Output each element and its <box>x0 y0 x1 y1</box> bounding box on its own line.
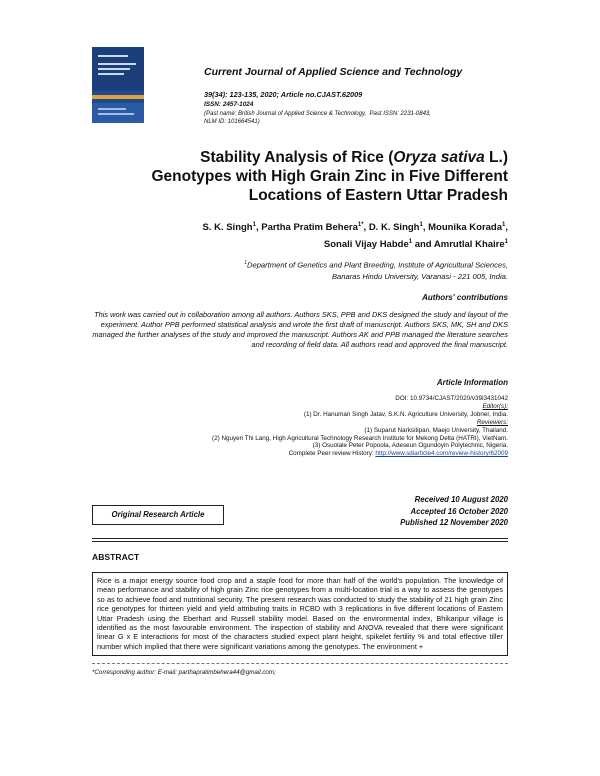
divider <box>92 538 508 539</box>
peer-review-history-link[interactable]: http://www.sdiarticle4.com/review-history/62009 <box>375 450 508 458</box>
author-list <box>108 218 508 252</box>
article-title <box>128 148 508 205</box>
title-line-1: Stability Analysis of Rice (Oryza sativa L.) <box>200 149 508 166</box>
peer-review-history: Complete Peer review History: http://www.sdiarticle4.com/review-history/62009 <box>288 450 508 458</box>
past-name-line: (Past name: British Journal of Applied Science & Technology, Past ISSN: 2231-0843, <box>204 111 431 117</box>
accepted-date: Accepted 16 October 2020 <box>410 506 508 516</box>
article-info <box>128 395 508 458</box>
affiliation: $^1$Department of Genetics and Plant Breeding, Institute of Agricultural Sciences, Banaras Hindu University, Varanasi - 221 005, India. <box>244 260 508 281</box>
cover-text-line <box>98 63 136 65</box>
title-line-2: Genotypes with High Grain Zinc in Five Different <box>151 168 508 185</box>
abstract-body: Rice is a major energy source food crop and a staple food for more than half of the world's population. The knowledge of mean performance and stability of high grain Zinc rice genotypes from a multi-location trial is a way to assess the genotypes so as to achieve food and nutritional security. The present research was conducted to study the stability of 21 high grain Zinc rice genotypes for thirteen yield and yield attributing traits in RCBD with 3 replications in five different locations of Eastern Uttar Pradesh using the Eberhart and Russell stability model. Based on the environmental index, Bhikaripur village is identified as the most favourable environment. The inspection of stability and ANOVA revealed that there were significant linear G x E interactions for most of the characters studied expect plant height, spikelet fertility % and total effective tiller number which implied that there were significant variations among the genotypes. The environment + <box>92 572 508 656</box>
reviewer-entry: (3) Osuolale Peter Popoola, Adeseun Ogundoyin Polytechnic, Nigeria. <box>312 442 508 450</box>
article-dates <box>400 494 508 529</box>
journal-name: Current Journal of Applied Science and Technology <box>204 66 463 78</box>
divider <box>92 541 508 542</box>
author-name: Mounika Korada <box>428 222 503 234</box>
author-name: D. K. Singh <box>368 222 420 234</box>
corresponding-author-footnote: *Corresponding author: E-mail: parthapratimbehera44@gmail.com; <box>92 669 276 676</box>
reviewers-label: Reviewers: <box>476 418 508 426</box>
title-line-3: Locations of Eastern Uttar Pradesh <box>248 187 508 204</box>
reviewer-entry: (2) Nguyen Thi Lang, High Agricultural Technology Research Institute for Mekong Delta (HATRI), VietNam. <box>212 434 508 442</box>
cover-footer-area <box>92 103 144 123</box>
published-date: Published 12 November 2020 <box>400 518 508 527</box>
reviewer-entry: (1) Suparut Narksitipan, Maejo University, Thailand. <box>364 426 508 434</box>
species-name: Oryza sativa <box>393 149 485 166</box>
doi: DOI: 10.9734/CJAST/2020/v39i3431042 <box>395 395 508 402</box>
citation-line: 39(34): 123-135, 2020; Article no.CJAST.62009 <box>204 90 363 99</box>
cover-accent-band <box>92 95 144 99</box>
nlm-id-line: NLM ID: 101664541) <box>204 119 260 125</box>
contributions-heading: Authors' contributions <box>422 293 508 302</box>
editor-label: Editor(s): <box>482 402 508 410</box>
footnote-divider <box>92 663 508 664</box>
abstract-heading: ABSTRACT <box>92 552 140 562</box>
author-line-2: Sonali Vijay Habde$^1$ and Amrutlal Khaire$^1$ <box>323 239 508 251</box>
cover-text-line <box>98 55 128 57</box>
cover-text-line <box>98 73 124 75</box>
author-name: S. K. Singh <box>202 222 253 234</box>
author-name: Partha Pratim Behera <box>261 222 358 234</box>
cover-text-line <box>98 108 126 110</box>
article-type-badge: Original Research Article <box>92 505 224 525</box>
cover-title-area <box>92 47 144 91</box>
author-name: Sonali Vijay Habde <box>323 239 409 251</box>
journal-cover-image <box>92 47 144 123</box>
received-date: Received 10 August 2020 <box>414 495 508 504</box>
cover-text-line <box>98 68 130 70</box>
contributions-text: This work was carried out in collaboration among all authors. Authors SKS, PPB and DKS designed the study and layout of the experiment. Author PPB performed statistical analysis and wrote the first draft of manuscript. Authors SKS, MK, SH and DKS managed the further analyses of the study and improved the manuscript. Authors AK and PPB managed the literature searches and recording of field data. All authors read and approved the final manuscript. <box>92 310 508 349</box>
issn-line: ISSN: 2457-1024 <box>204 101 254 108</box>
author-line-1: S. K. Singh$^1$, Partha Pratim Behera$^{1*}$, D. K. Singh$^1$, Mounika Korada$^1$, <box>202 222 508 234</box>
cover-text-line <box>98 113 134 115</box>
editor-entry: (1) Dr. Hanuman Singh Jatav, S.K.N. Agriculture University, Jobner, India. <box>303 410 508 418</box>
article-info-heading: Article Information <box>436 378 508 387</box>
author-name: Amrutlal Khaire <box>433 239 505 251</box>
